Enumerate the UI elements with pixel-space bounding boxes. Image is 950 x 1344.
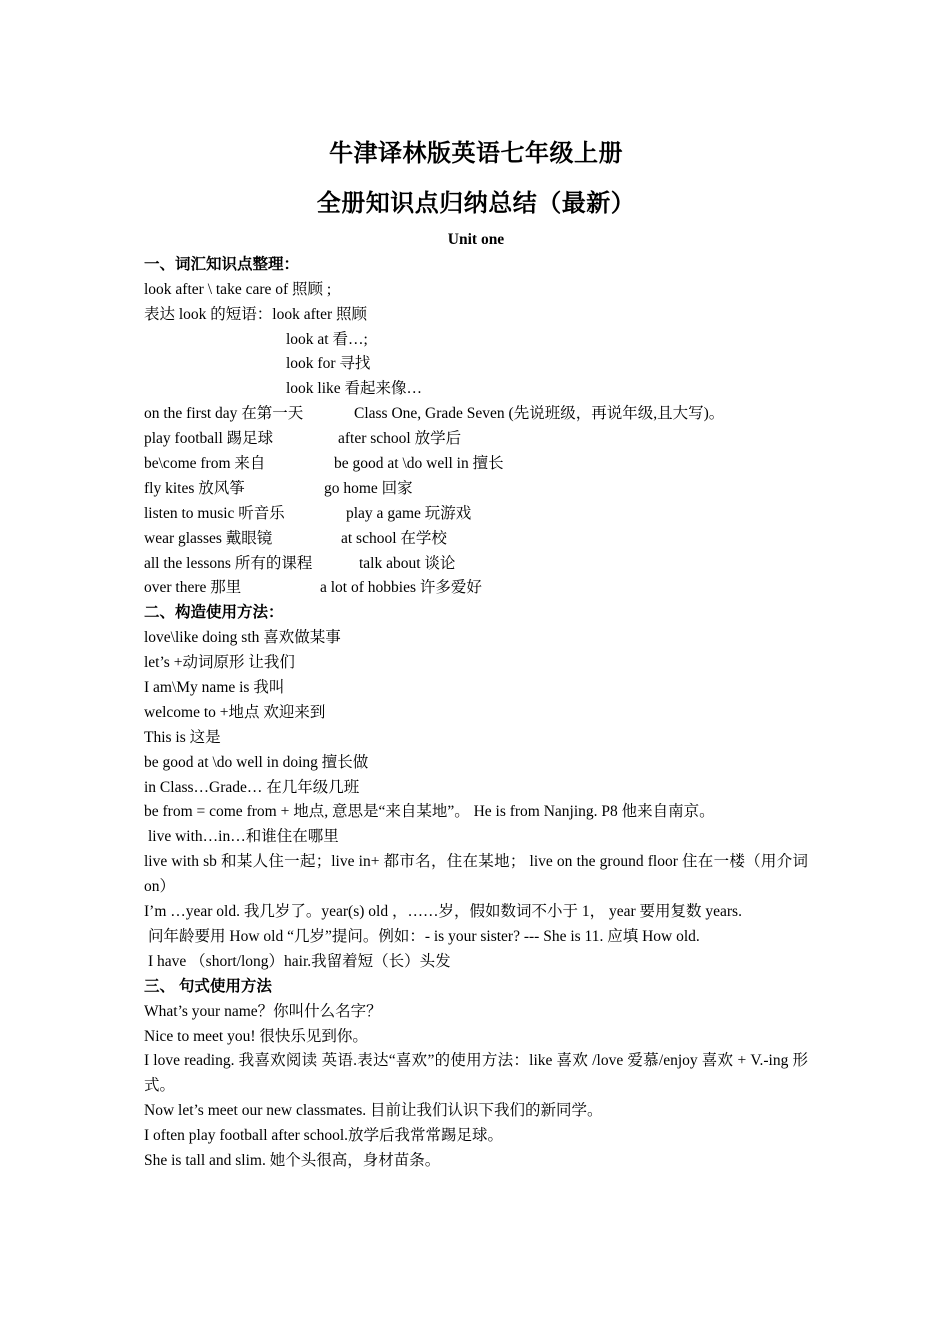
phrase: be good at \do well in 擅长 — [334, 455, 504, 473]
structure-line: welcome to +地点 欢迎来到 — [144, 703, 326, 721]
section-heading-sentences: 三、 句式使用方法 — [144, 977, 272, 995]
structure-line: let’s +动词原形 让我们 — [144, 654, 295, 672]
structure-paragraph: 问年龄要用 How old “几岁”提问。例如：- is your sister? --- She is 11. 应填 How old. — [148, 927, 700, 945]
sentence-line: She is tall and slim. 她个头很高，身材苗条。 — [144, 1152, 441, 1170]
phrase: at school 在学校 — [341, 529, 447, 547]
section-heading-structures: 二、构造使用方法： — [144, 604, 284, 622]
phrase-row — [144, 452, 808, 477]
phrase: all the lessons 所有的课程 — [144, 554, 313, 572]
phrase-row — [144, 427, 808, 452]
structure-line: This is 这是 — [144, 728, 221, 746]
vocab-line: look for 寻找 — [286, 355, 371, 373]
structure-line: I have （short/long）hair.我留着短（长）头发 — [148, 952, 451, 970]
phrase: after school 放学后 — [338, 430, 462, 448]
vocab-line: look at 看…; — [286, 330, 368, 348]
phrase: go home 回家 — [324, 479, 413, 497]
document-page — [144, 128, 808, 1174]
phrase: be\come from 来自 — [144, 455, 266, 473]
sentence-line: I often play football after school.放学后我常常踢足球。 — [144, 1127, 504, 1145]
phrase-row — [144, 477, 808, 502]
structure-line: I am\My name is 我叫 — [144, 679, 285, 697]
structure-line: be good at \do well in doing 擅长做 — [144, 753, 369, 771]
phrase: listen to music 听音乐 — [144, 504, 285, 522]
phrase: wear glasses 戴眼镜 — [144, 529, 273, 547]
phrase: talk about 谈论 — [359, 554, 456, 572]
phrase: play football 踢足球 — [144, 430, 274, 448]
structure-line: in Class…Grade… 在几年级几班 — [144, 778, 360, 796]
vocab-line: look like 看起来像… — [286, 380, 423, 398]
structure-line: be from = come from + 地点, 意思是“来自某地”。 He is from Nanjing. P8 他来自南京。 — [144, 803, 715, 821]
unit-heading: Unit one — [447, 231, 505, 248]
phrase: on the first day 在第一天 — [144, 405, 304, 423]
phrase: over there 那里 — [144, 579, 242, 597]
phrase: a lot of hobbies 许多爱好 — [320, 579, 482, 597]
phrase-row — [144, 552, 808, 577]
structure-line: live with…in…和谁住在哪里 — [148, 828, 339, 846]
phrase-row — [144, 576, 808, 601]
phrase-row — [144, 402, 808, 427]
phrase: fly kites 放风筝 — [144, 479, 245, 497]
vocab-line: 表达 look 的短语：look after 照顾 — [144, 305, 368, 323]
structure-line: love\like doing sth 喜欢做某事 — [144, 629, 341, 647]
phrase: play a game 玩游戏 — [346, 504, 472, 522]
sentence-line: Now let’s meet our new classmates. 目前让我们认识下我们的新同学。 — [144, 1102, 603, 1120]
section-heading-vocabulary: 一、词汇知识点整理： — [144, 255, 300, 273]
sentence-line: Nice to meet you! 很快乐见到你。 — [144, 1027, 368, 1045]
vocab-line: look after \ take care of 照顾 ; — [144, 280, 332, 298]
phrase: Class One, Grade Seven (先说班级，再说年级,且大写)。 — [354, 405, 725, 423]
title-line-2: 全册知识点归纳总结（最新） — [316, 189, 636, 217]
sentence-paragraph: I love reading. 我喜欢阅读 英语.表达“喜欢”的使用方法：like 喜欢 /love 爱慕/enjoy 喜欢 + V.-ing 形式。 — [144, 1052, 808, 1095]
title-line-1: 牛津译林版英语七年级上册 — [329, 139, 623, 167]
phrase-row — [144, 502, 808, 527]
structure-paragraph: I’m …year old. 我几岁了。year(s) old ，……岁，假如数词不小于 1， year 要用复数 years. — [144, 903, 742, 921]
phrase-row — [144, 527, 808, 552]
structure-paragraph: live with sb 和某人住一起；live in+ 都市名，住在某地； live on the ground floor 住在一楼（用介词 on） — [144, 853, 808, 896]
sentence-line: What’s your name？你叫什么名字？ — [144, 1002, 382, 1020]
